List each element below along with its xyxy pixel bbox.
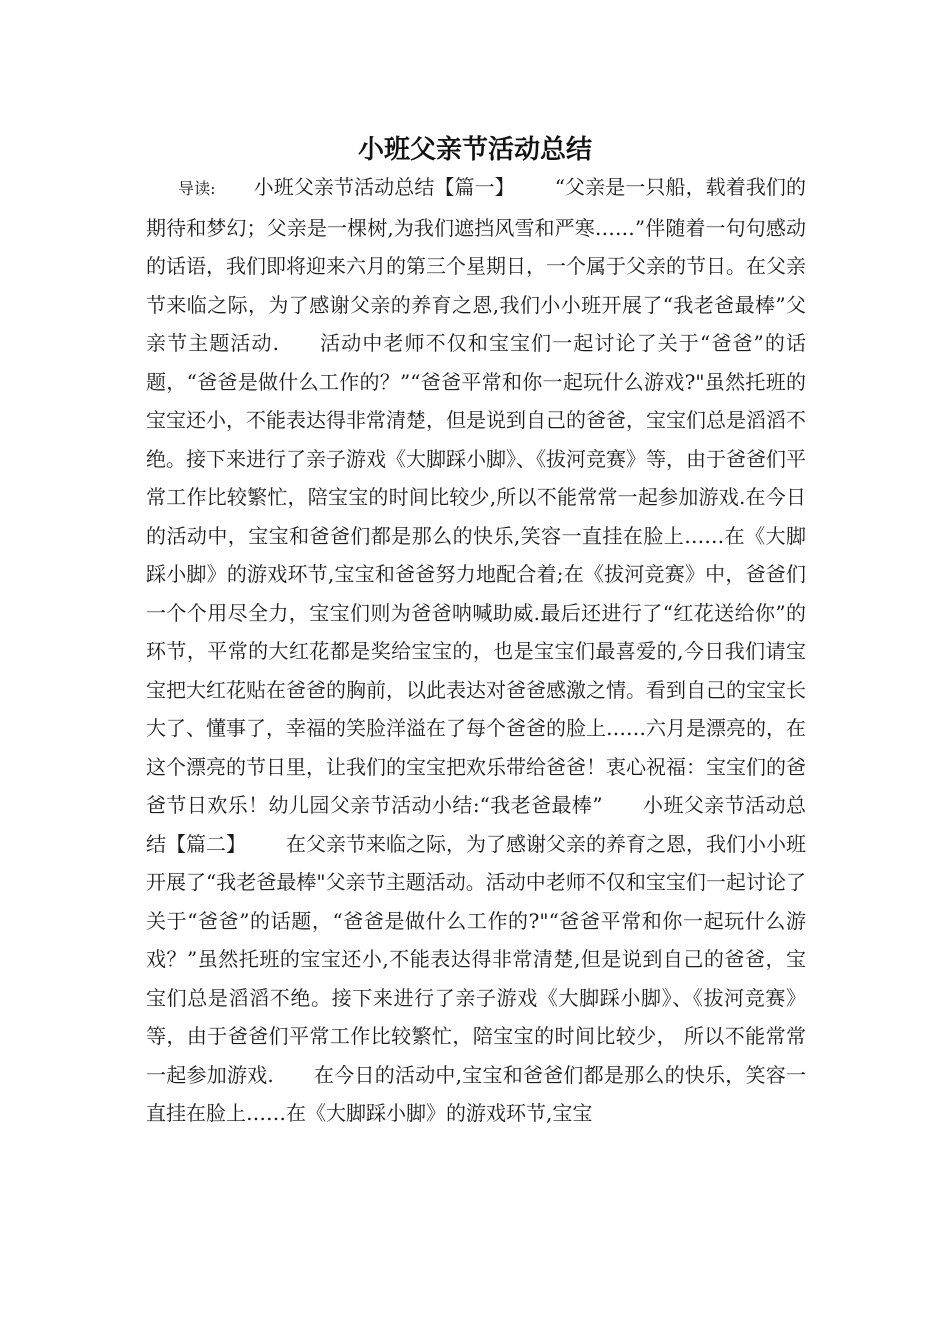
paragraph-4: 在今日的活动中,宝宝和爸爸们都是那么的快乐，笑容一直挂在脸上……在《大脚踩小脚》的游戏环节,宝宝 [146, 1062, 807, 1125]
paragraph-3: 在父亲节来临之际，为了感谢父亲的养育之恩，我们小小班开展了“我老爸最棒"父亲节主题活动。活动中老师不仅和宝宝们一起讨论了关于“爸爸”的话题，“爸爸是做什么工作的?"“爸爸平常和你一起玩什么游戏？”虽然托班的宝宝还小,不能表达得非常清楚,但是说到自己的爸爸，宝宝们总是滔滔不绝。接下来进行了亲子游戏《大脚踩小脚》、《拔河竞赛》等，由于爸爸们平常工作比较繁忙，陪宝宝的时间比较少， 所以不能常常一起参加游戏. [146, 831, 806, 1087]
paragraph-2: 活动中老师不仅和宝宝们一起讨论了关于“爸爸”的话题，“爸爸是做什么工作的？”“爸爸平常和你一起玩什么游戏?"虽然托班的宝宝还小，不能表达得非常清楚，但是说到自己的爸爸，宝宝们总是滔滔不绝。接下来进行了亲子游戏《大脚踩小脚》、《拔河竞赛》等，由于爸爸们平常工作比较繁忙，陪宝宝的时间比较少,所以不能常常一起参加游戏.在今日的活动中，宝宝和爸爸们都是那么的快乐,笑容一直挂在脸上……在《大脚踩小脚》的游戏环节,宝宝和爸爸努力地配合着;在《拔河竞赛》中，爸爸们一个个用尽全力，宝宝们则为爸爸呐喊助威.最后还进行了“红花送给你”的环节，平常的大红花都是奖给宝宝的，也是宝宝们最喜爱的,今日我们请宝宝把大红花贴在爸爸的胸前，以此表达对爸爸感激之情。看到自己的宝宝长大了、懂事了，幸福的笑脸洋溢在了每个爸爸的脸上……六月是漂亮的，在这个漂亮的节日里，让我们的宝宝把欢乐带给爸爸！衷心祝福：宝宝们的爸爸节日欢乐！幼儿园父亲节活动小结:“我老爸最棒” [146, 331, 806, 817]
lead-label: 导读: [178, 179, 216, 198]
section-heading-1: 小班父亲节活动总结【篇一】 [253, 175, 515, 199]
document-title: 小班父亲节活动总结 [357, 135, 592, 165]
paragraph-1: “父亲是一只船，载着我们的期待和梦幻；父亲是一棵树,为我们遮挡风雪和严寒……”伴随着一句句感动的话语，我们即将迎来六月的第三个星期日，一个属于父亲的节日。在父亲节来临之际，为了感谢父亲的养育之恩,我们小小班开展了“我老爸最棒”父亲节主题活动. [146, 175, 806, 355]
section-heading-2: 小班父亲节活动总结【篇二】 [146, 793, 807, 856]
document-body [146, 168, 806, 1133]
